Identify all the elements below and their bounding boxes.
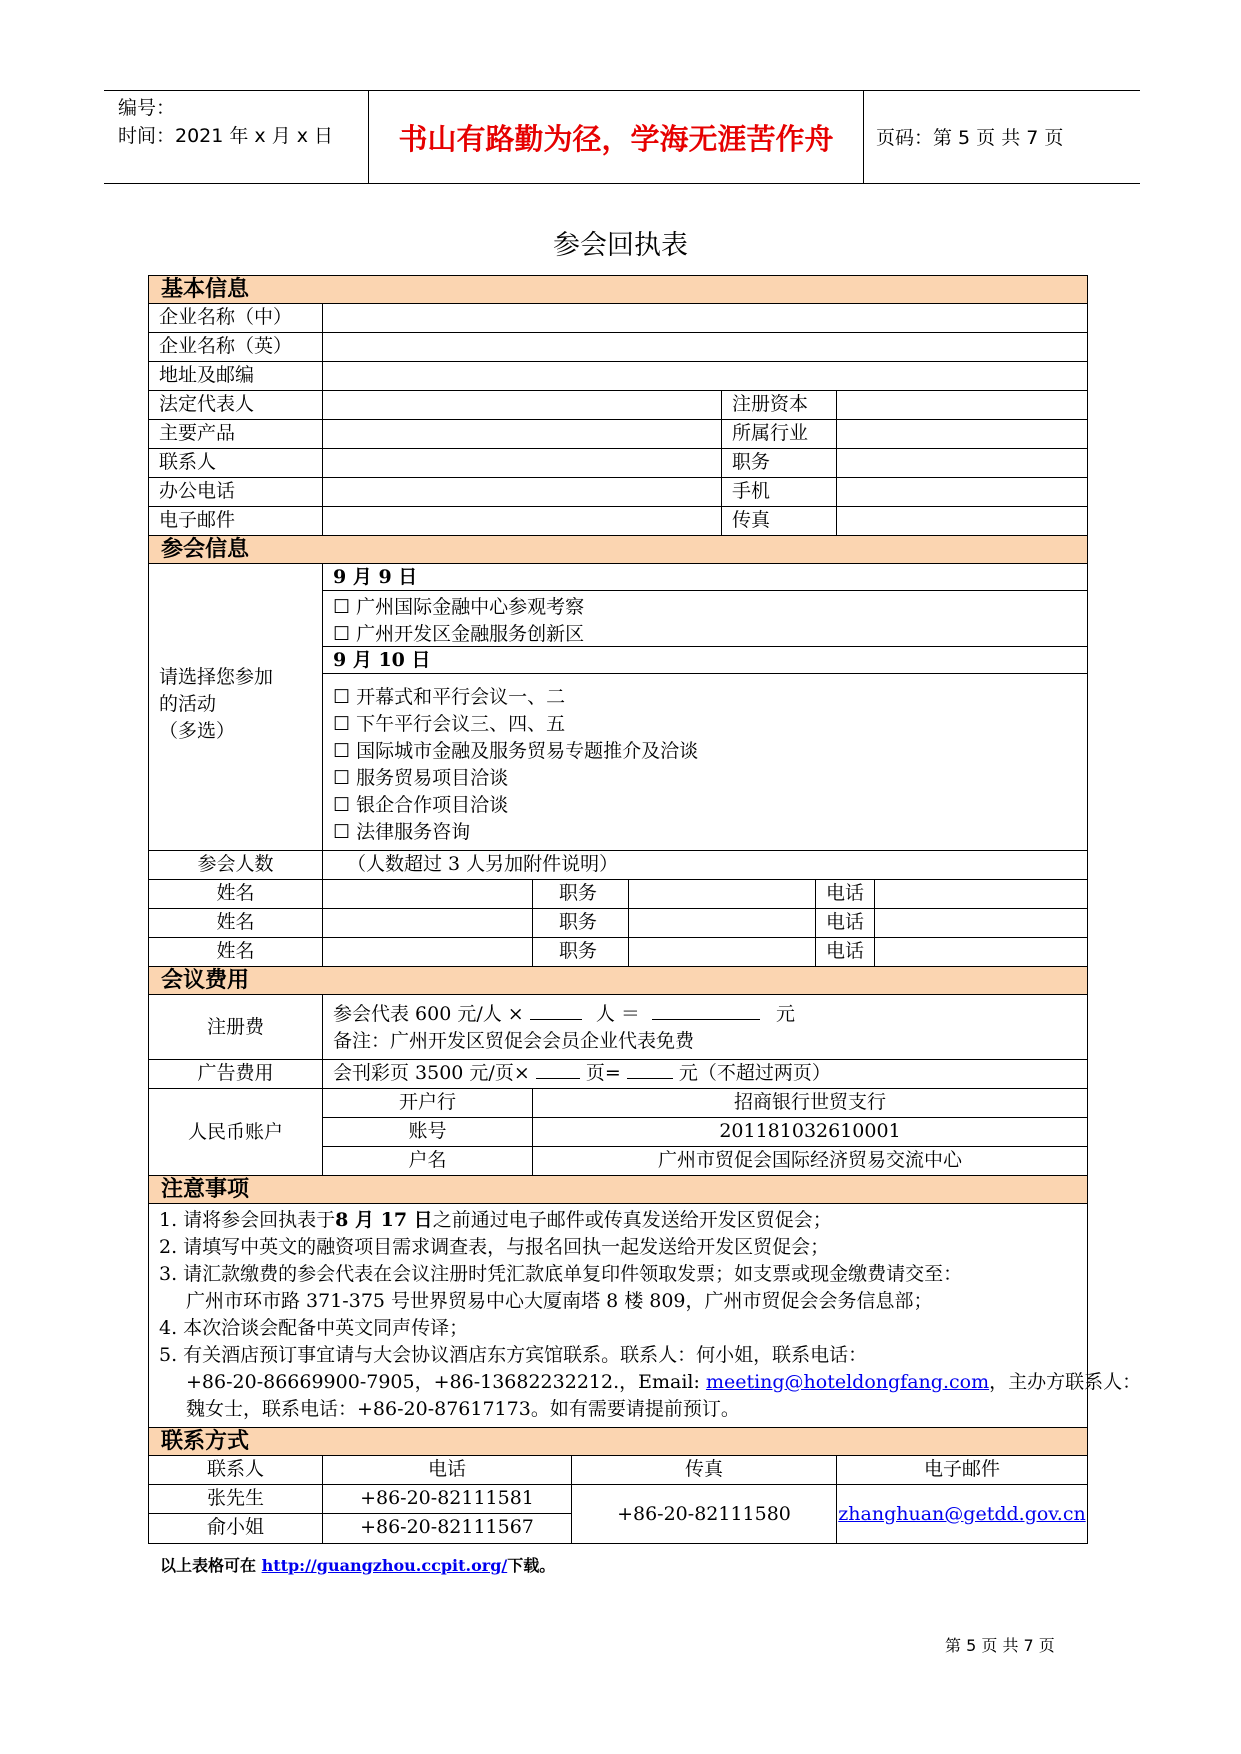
ad-fee-text-b: 页= bbox=[585, 1062, 621, 1084]
label-fax: 传真 bbox=[721, 506, 837, 536]
label-products: 主要产品 bbox=[148, 419, 323, 449]
section-notes: 注意事项 bbox=[148, 1175, 1088, 1204]
reply-form bbox=[148, 275, 1142, 1544]
contact-header-person: 联系人 bbox=[148, 1455, 323, 1485]
note-5-phones: +86-20-86669900-7905，+86-13682232212.，Email: bbox=[186, 1371, 706, 1393]
account-holder-value: 广州市贸促会国际经济贸易交流中心 bbox=[532, 1146, 1088, 1176]
reg-fee-text-b: 人 ＝ bbox=[595, 1003, 640, 1025]
section-basic: 基本信息 bbox=[148, 275, 1088, 304]
note-2: 2. 请填写中英文的融资项目需求调查表，与报名回执一起发送给开发区贸促会； bbox=[159, 1236, 830, 1258]
day1-options bbox=[322, 590, 1088, 647]
option-day2-1[interactable]: ☐ 开幕式和平行会议一、二 bbox=[333, 686, 566, 708]
field-industry[interactable] bbox=[836, 419, 1088, 449]
note-3-line1: 3. 请汇款缴费的参会代表在会议注册时凭汇款底单复印件领取发票；如支票或现金缴费请交至： bbox=[159, 1263, 963, 1285]
contact-email-link[interactable]: zhanghuan@getdd.gov.cn bbox=[838, 1503, 1086, 1525]
attendee-count-note: （人数超过 3 人另加附件说明） bbox=[322, 850, 1088, 880]
account-number-value: 201181032610001 bbox=[532, 1117, 1088, 1147]
field-products[interactable] bbox=[322, 419, 722, 449]
day1-heading: 9 月 9 日 bbox=[322, 563, 1088, 591]
contact-phone: +86-20-82111567 bbox=[322, 1513, 572, 1544]
field-company-en[interactable] bbox=[322, 332, 1088, 362]
label-position: 职务 bbox=[532, 937, 629, 967]
download-note bbox=[160, 1553, 555, 1576]
download-link[interactable]: http://guangzhou.ccpit.org/ bbox=[261, 1556, 508, 1575]
field-position[interactable] bbox=[836, 448, 1088, 478]
label-company-en: 企业名称（英） bbox=[148, 332, 323, 362]
day2-heading: 9 月 10 日 bbox=[322, 646, 1088, 674]
field-contact[interactable] bbox=[322, 448, 722, 478]
choose-label-line2: 的活动 bbox=[159, 693, 217, 715]
reg-fee-text-a: 参会代表 600 元/人 × bbox=[333, 1003, 524, 1025]
registration-fee-detail bbox=[322, 994, 1088, 1060]
label-phone: 电话 bbox=[815, 879, 875, 909]
label-reg-capital: 注册资本 bbox=[721, 390, 837, 420]
option-day2-5[interactable]: ☐ 银企合作项目洽谈 bbox=[333, 794, 509, 816]
field-company-cn[interactable] bbox=[322, 303, 1088, 333]
label-registration-fee: 注册费 bbox=[148, 994, 323, 1060]
field-address[interactable] bbox=[322, 361, 1088, 391]
note-1-text-c: 之前通过电子邮件或传真发送给开发区贸促会； bbox=[432, 1209, 832, 1231]
label-email: 电子邮件 bbox=[148, 506, 323, 536]
option-day1-2[interactable]: ☐ 广州开发区金融服务创新区 bbox=[333, 623, 585, 645]
contact-header-phone: 电话 bbox=[322, 1455, 572, 1485]
contact-email-cell bbox=[836, 1484, 1088, 1544]
contact-person: 张先生 bbox=[148, 1484, 323, 1514]
section-fees: 会议费用 bbox=[148, 966, 1088, 995]
reg-count-blank[interactable] bbox=[530, 1001, 582, 1020]
section-contact: 联系方式 bbox=[148, 1427, 1088, 1456]
field-phone[interactable] bbox=[874, 937, 1088, 967]
hotel-email-link[interactable]: meeting@hoteldongfang.com bbox=[705, 1371, 990, 1393]
field-email[interactable] bbox=[322, 506, 722, 536]
note-1-date: 8 月 17 日 bbox=[335, 1209, 433, 1231]
label-legal-rep: 法定代表人 bbox=[148, 390, 323, 420]
label-contact: 联系人 bbox=[148, 448, 323, 478]
label-office-phone: 办公电话 bbox=[148, 477, 323, 507]
page-label: 页码：第 5 页 共 7 页 bbox=[876, 127, 1064, 149]
label-industry: 所属行业 bbox=[721, 419, 837, 449]
ad-fee-text-c: 元（不超过两页） bbox=[678, 1062, 831, 1084]
option-day2-3[interactable]: ☐ 国际城市金融及服务贸易专题推介及洽谈 bbox=[333, 740, 699, 762]
time-label: 时间：2021 年 x 月 x 日 bbox=[118, 125, 334, 147]
field-position[interactable] bbox=[628, 879, 816, 909]
page-header bbox=[104, 90, 1140, 184]
option-day2-6[interactable]: ☐ 法律服务咨询 bbox=[333, 821, 471, 843]
download-note-suffix: 下载。 bbox=[507, 1556, 556, 1575]
field-phone[interactable] bbox=[874, 879, 1088, 909]
label-attendee-count: 参会人数 bbox=[148, 850, 323, 880]
field-name[interactable] bbox=[322, 937, 533, 967]
label-company-cn: 企业名称（中） bbox=[148, 303, 323, 333]
label-bank: 开户行 bbox=[322, 1088, 533, 1118]
field-fax[interactable] bbox=[836, 506, 1088, 536]
ad-pages-blank[interactable] bbox=[536, 1060, 580, 1079]
note-1-text-a: 1. 请将参会回执表于 bbox=[159, 1209, 336, 1231]
header-meta bbox=[104, 91, 369, 183]
reg-fee-text-c: 元 bbox=[775, 1003, 795, 1025]
label-address: 地址及邮编 bbox=[148, 361, 323, 391]
notes-list bbox=[148, 1203, 1142, 1428]
contact-header-email: 电子邮件 bbox=[836, 1455, 1088, 1485]
note-3-line2: 广州市环市路 371-375 号世界贸易中心大厦南塔 8 楼 809，广州市贸促会会务信息部； bbox=[186, 1290, 933, 1312]
field-name[interactable] bbox=[322, 879, 533, 909]
note-1 bbox=[159, 1207, 832, 1233]
contact-fax: +86-20-82111580 bbox=[571, 1484, 837, 1544]
option-day2-4[interactable]: ☐ 服务贸易项目洽谈 bbox=[333, 767, 509, 789]
contact-person: 俞小姐 bbox=[148, 1513, 323, 1544]
field-position[interactable] bbox=[628, 937, 816, 967]
choose-activities-label bbox=[148, 563, 323, 851]
label-phone: 电话 bbox=[815, 908, 875, 938]
field-legal-rep[interactable] bbox=[322, 390, 722, 420]
field-mobile[interactable] bbox=[836, 477, 1088, 507]
reg-total-blank[interactable] bbox=[652, 1001, 760, 1020]
label-name: 姓名 bbox=[148, 937, 323, 967]
option-day1-1[interactable]: ☐ 广州国际金融中心参观考察 bbox=[333, 596, 585, 618]
label-position: 职务 bbox=[721, 448, 837, 478]
reg-fee-note: 备注：广州开发区贸促会会员企业代表免费 bbox=[333, 1030, 695, 1052]
field-position[interactable] bbox=[628, 908, 816, 938]
choose-label-line1: 请选择您参加 bbox=[159, 666, 274, 688]
reg-fee-line bbox=[333, 1001, 795, 1027]
option-day2-2[interactable]: ☐ 下午平行会议三、四、五 bbox=[333, 713, 566, 735]
label-name: 姓名 bbox=[148, 908, 323, 938]
ad-fee-text-a: 会刊彩页 3500 元/页× bbox=[333, 1062, 530, 1084]
note-5-line3: 魏女士，联系电话：+86-20-87617173。如有需要请提前预订。 bbox=[186, 1398, 740, 1420]
download-note-text: 以上表格可在 bbox=[160, 1556, 262, 1575]
field-reg-capital[interactable] bbox=[836, 390, 1088, 420]
contact-header-fax: 传真 bbox=[571, 1455, 837, 1485]
ad-total-blank[interactable] bbox=[627, 1060, 673, 1079]
label-mobile: 手机 bbox=[721, 477, 837, 507]
label-account-number: 账号 bbox=[322, 1117, 533, 1147]
contact-phone: +86-20-82111581 bbox=[322, 1484, 572, 1514]
field-office-phone[interactable] bbox=[322, 477, 722, 507]
note-5-line2 bbox=[186, 1369, 1141, 1395]
page-title: 参会回执表 bbox=[553, 230, 688, 261]
note-5-organizer: ，主办方联系人： bbox=[989, 1371, 1142, 1393]
motto: 书山有路勤为径，学海无涯苦作舟 bbox=[369, 91, 864, 183]
note-4: 4. 本次洽谈会配备中英文同声传译； bbox=[159, 1317, 469, 1339]
label-name: 姓名 bbox=[148, 879, 323, 909]
label-rmb-account: 人民币账户 bbox=[148, 1088, 323, 1176]
label-ad-fee: 广告费用 bbox=[148, 1059, 323, 1089]
choose-label-line3: （多选） bbox=[159, 720, 236, 742]
label-position: 职务 bbox=[532, 908, 629, 938]
day2-options bbox=[322, 673, 1088, 851]
number-label: 编号： bbox=[118, 97, 176, 119]
page-footer: 第 5 页 共 7 页 bbox=[945, 1636, 1055, 1655]
field-name[interactable] bbox=[322, 908, 533, 938]
label-position: 职务 bbox=[532, 879, 629, 909]
ad-fee-detail bbox=[322, 1059, 1088, 1089]
field-phone[interactable] bbox=[874, 908, 1088, 938]
label-phone: 电话 bbox=[815, 937, 875, 967]
label-account-holder: 户名 bbox=[322, 1146, 533, 1176]
bank-value: 招商银行世贸支行 bbox=[532, 1088, 1088, 1118]
note-5-line1: 5. 有关酒店预订事宜请与大会协议酒店东方宾馆联系。联系人：何小姐，联系电话： bbox=[159, 1344, 868, 1366]
section-attend: 参会信息 bbox=[148, 535, 1088, 564]
